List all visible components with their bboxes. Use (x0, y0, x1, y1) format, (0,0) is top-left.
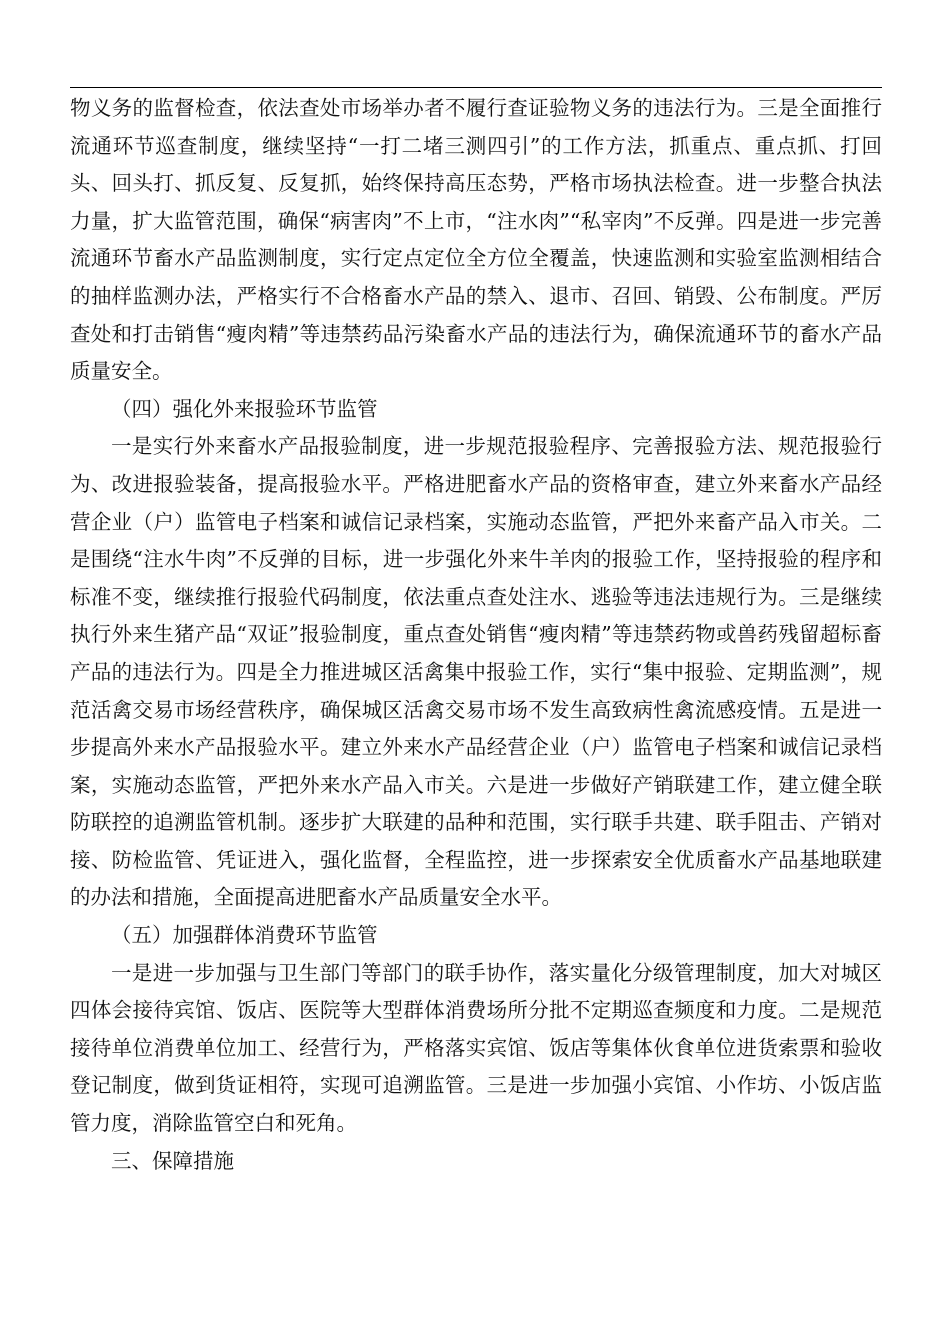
paragraph-continuation: 物义务的监督检查，依法查处市场举办者不履行查证验物义务的违法行为。三是全面推行流通环节巡查制度，继续坚持“一打二堵三测四引”的工作方法，抓重点、重点抓、打回头、回头打、抓反复、反复抓，始终保持高压态势，严格市场执法检查。进一步整合执法力量，扩大监管范围，确保“病害肉”不上市，“注水肉”“私宰肉”不反弹。四是进一步完善流通环节畜水产品监测制度，实行定点定位全方位全覆盖，快速监测和实验室监测相结合的抽样监测办法，严格实行不合格畜水产品的禁入、退市、召回、销毁、公布制度。严厉查处和打击销售“瘦肉精”等违禁药品污染畜水产品的违法行为，确保流通环节的畜水产品质量安全。 (70, 96, 882, 384)
paragraph-section-5: 一是进一步加强与卫生部门等部门的联手协作，落实量化分级管理制度，加大对城区四体会接待宾馆、饭店、医院等大型群体消费场所分批不定期巡查频度和力度。二是规范接待单位消费单位加工、经营行为，严格落实宾馆、饭店等集体伙食单位进货索票和验收登记制度，做到货证相符，实现可追溯监管。三是进一步加强小宾馆、小作坊、小饭店监管力度，消除监管空白和死角。 (70, 960, 882, 1136)
paragraph-section-4: 一是实行外来畜水产品报验制度，进一步规范报验程序、完善报验方法、规范报验行为、改进报验装备，提高报验水平。严格进肥畜水产品的资格审查，建立外来畜水产品经营企业（户）监管电子档案和诚信记录档案，实施动态监管，严把外来畜产品入市关。二是围绕“注水牛肉”不反弹的目标，进一步强化外来牛羊肉的报验工作，坚持报验的程序和标准不变，继续推行报验代码制度，依法重点查处注水、逃验等违法违规行为。三是继续执行外来生猪产品“双证”报验制度，重点查处销售“瘦肉精”等违禁药物或兽药残留超标畜产品的违法行为。四是全力推进城区活禽集中报验工作，实行“集中报验、定期监测”，规范活禽交易市场经营秩序，确保城区活禽交易市场不发生高致病性禽流感疫情。五是进一步提高外来水产品报验水平。建立外来水产品经营企业（户）监管电子档案和诚信记录档案，实施动态监管，严把外来水产品入市关。六是进一步做好产销联建工作，建立健全联防联控的追溯监管机制。逐步扩大联建的品种和范围，实行联手共建、联手阻击、产销对接、防检监管、凭证进入，强化监督，全程监控，进一步探索安全优质畜水产品基地联建的办法和措施，全面提高进肥畜水产品质量安全水平。 (70, 434, 882, 910)
section-heading-safeguards: 三、保障措施 (111, 1148, 234, 1173)
header-rule (70, 87, 882, 88)
section-heading-5: （五）加强群体消费环节监管 (111, 923, 378, 948)
document-body (70, 90, 882, 1180)
section-heading-4: （四）强化外来报验环节监管 (111, 396, 378, 421)
